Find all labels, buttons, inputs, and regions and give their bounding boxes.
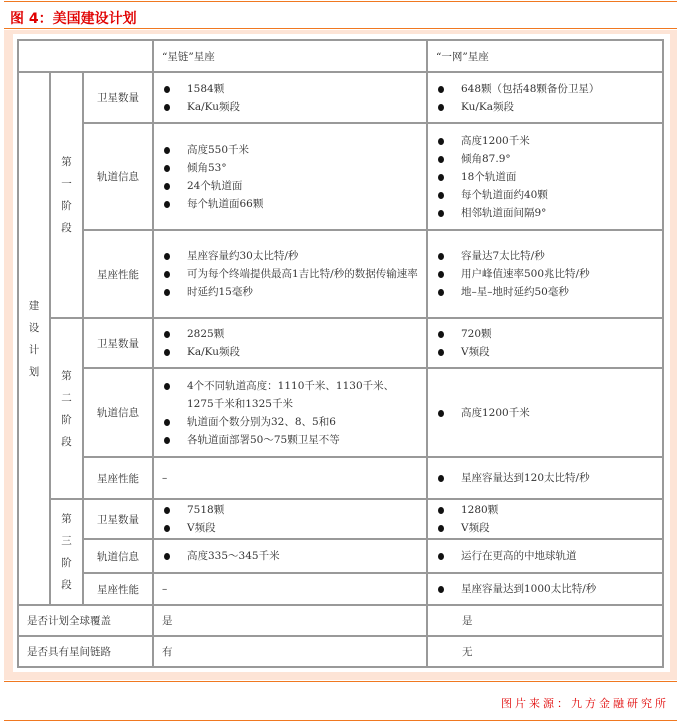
list-item: 轨道面个数分别为32、8、5和6 — [162, 413, 418, 431]
list-item: 相邻轨道面间隔9° — [436, 204, 654, 222]
stage-label-cell — [50, 499, 83, 605]
table-row — [18, 123, 663, 230]
bullet-list — [436, 469, 654, 487]
bullet-list — [436, 404, 654, 422]
list-item: 时延约15毫秒 — [162, 283, 418, 301]
list-item: 高度1200千米 — [436, 132, 654, 150]
list-item: 24个轨道面 — [162, 177, 418, 195]
list-item: 1280颗 — [436, 501, 654, 519]
bullet-list — [162, 325, 418, 361]
table-row — [18, 573, 663, 605]
bullet-list — [436, 247, 654, 301]
bullet-list — [436, 132, 654, 222]
table-row — [18, 318, 663, 368]
row-label: 卫星数量 — [83, 318, 153, 368]
starlink-cell — [153, 368, 427, 457]
list-item: 每个轨道面约40颗 — [436, 186, 654, 204]
list-item: 720颗 — [436, 325, 654, 343]
bullet-list — [436, 501, 654, 537]
list-item: 用户峰值速率500兆比特/秒 — [436, 265, 654, 283]
stage-label-cell — [50, 72, 83, 318]
figure-panel — [4, 30, 677, 680]
header-oneweb: “一网”星座 — [427, 40, 663, 72]
list-item: Ka/Ku频段 — [162, 98, 418, 116]
row-label: 轨道信息 — [83, 539, 153, 573]
bullet-list — [162, 141, 418, 213]
stage-label: 第三阶段 — [61, 513, 72, 591]
table-row — [18, 499, 663, 539]
starlink-cell: – — [153, 457, 427, 499]
list-item: 高度1200千米 — [436, 404, 654, 422]
header-starlink: “星链”星座 — [153, 40, 427, 72]
list-item: V频段 — [162, 519, 418, 537]
bullet-list — [162, 501, 418, 537]
top-rule — [4, 1, 677, 2]
row-label: 星座性能 — [83, 573, 153, 605]
title-rule — [4, 28, 677, 29]
list-item: 星座容量约30太比特/秒 — [162, 247, 418, 265]
list-item: 高度550千米 — [162, 141, 418, 159]
stage-label-cell — [50, 318, 83, 499]
starlink-cell — [153, 123, 427, 230]
oneweb-cell — [427, 318, 663, 368]
starlink-cell — [153, 539, 427, 573]
list-item: 可为每个终端提供最高1吉比特/秒的数据传输速率 — [162, 265, 418, 283]
construction-plan-table — [17, 39, 664, 668]
list-item: V频段 — [436, 519, 654, 537]
source-rule — [4, 720, 677, 721]
bullet-list — [162, 247, 418, 301]
list-item: 倾角87.9° — [436, 150, 654, 168]
list-item: 1584颗 — [162, 80, 418, 98]
table-row — [18, 636, 663, 667]
figure-title: 图 4：美国建设计划 — [10, 11, 137, 27]
list-item: 每个轨道面66颗 — [162, 195, 418, 213]
table-row — [18, 72, 663, 123]
row-label: 星座性能 — [83, 230, 153, 318]
starlink-cell: 是 — [153, 605, 427, 636]
starlink-cell — [153, 230, 427, 318]
table-row — [18, 457, 663, 499]
group-label-cell — [18, 72, 50, 605]
oneweb-cell — [427, 230, 663, 318]
table-row — [18, 539, 663, 573]
list-item: 4个不同轨道高度：1110千米、1130千米、1275千米和1325千米 — [162, 377, 418, 413]
starlink-cell — [153, 72, 427, 123]
starlink-cell: 有 — [153, 636, 427, 667]
list-item: V频段 — [436, 343, 654, 361]
list-item: 各轨道面部署50～75颗卫星不等 — [162, 431, 418, 449]
list-item: 7518颗 — [162, 501, 418, 519]
bullet-list — [436, 325, 654, 361]
oneweb-cell — [427, 72, 663, 123]
bullet-list — [436, 547, 654, 565]
table-row — [18, 605, 663, 636]
starlink-cell — [153, 499, 427, 539]
oneweb-cell — [427, 368, 663, 457]
list-item: 2825颗 — [162, 325, 418, 343]
bullet-list — [436, 580, 654, 598]
oneweb-cell — [427, 457, 663, 499]
list-item: 18个轨道面 — [436, 168, 654, 186]
table-row — [18, 368, 663, 457]
figure-source: 图片来源：九方金融研究所 — [501, 697, 669, 710]
list-item: 星座容量达到120太比特/秒 — [436, 469, 654, 487]
list-item: Ka/Ku频段 — [162, 343, 418, 361]
corner-cell — [18, 40, 153, 72]
list-item: 星座容量达到1000太比特/秒 — [436, 580, 654, 598]
bullet-list — [436, 80, 654, 116]
group-label: 建设计划 — [28, 299, 40, 378]
oneweb-cell — [427, 539, 663, 573]
stage-label: 第一阶段 — [61, 156, 72, 234]
bullet-list — [162, 80, 418, 116]
bullet-list — [162, 377, 418, 449]
row-label: 是否计划全球覆盖 — [18, 605, 153, 636]
oneweb-cell: 无 — [427, 636, 663, 667]
header-row — [18, 40, 663, 72]
list-item: 648颗（包括48颗备份卫星） — [436, 80, 654, 98]
stage-label: 第二阶段 — [61, 369, 72, 448]
row-label: 是否具有星间链路 — [18, 636, 153, 667]
row-label: 轨道信息 — [83, 123, 153, 230]
starlink-cell — [153, 318, 427, 368]
row-label: 卫星数量 — [83, 499, 153, 539]
starlink-cell: – — [153, 573, 427, 605]
row-label: 星座性能 — [83, 457, 153, 499]
row-label: 卫星数量 — [83, 72, 153, 123]
bullet-list — [162, 547, 418, 565]
list-item: 地–星–地时延约50毫秒 — [436, 283, 654, 301]
list-item: 容量达7太比特/秒 — [436, 247, 654, 265]
oneweb-cell: 是 — [427, 605, 663, 636]
row-label: 轨道信息 — [83, 368, 153, 457]
list-item: 高度335～345千米 — [162, 547, 418, 565]
list-item: 运行在更高的中地球轨道 — [436, 547, 654, 565]
oneweb-cell — [427, 499, 663, 539]
bottom-rule — [4, 681, 677, 682]
oneweb-cell — [427, 123, 663, 230]
list-item: Ku/Ka频段 — [436, 98, 654, 116]
list-item: 倾角53° — [162, 159, 418, 177]
oneweb-cell — [427, 573, 663, 605]
table-row — [18, 230, 663, 318]
